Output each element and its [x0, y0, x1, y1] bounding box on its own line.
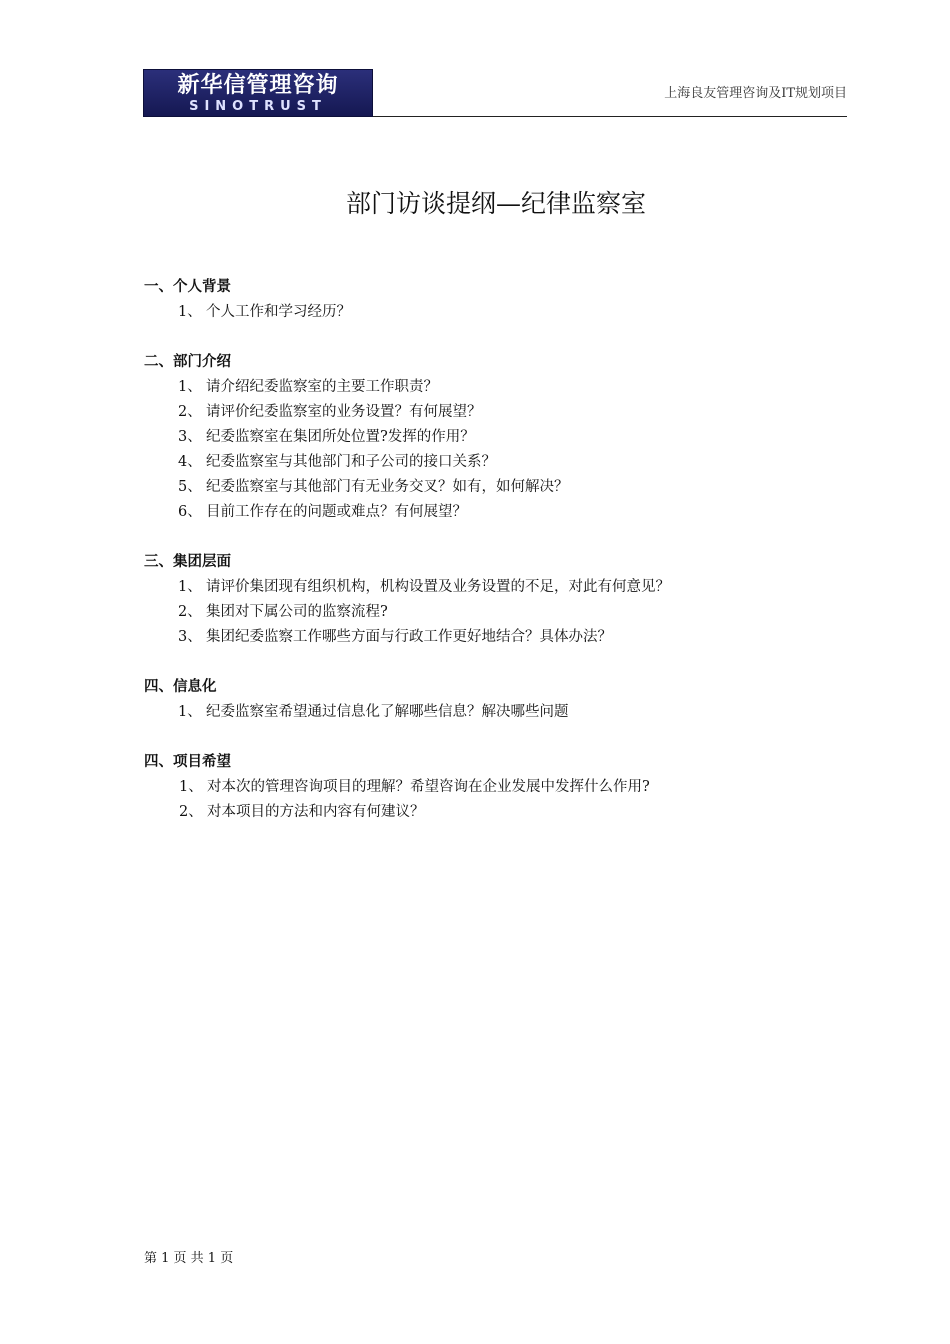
question-number: 2、: [178, 404, 202, 420]
section-heading: 二、部门介绍: [144, 354, 231, 370]
question-item: [144, 300, 844, 325]
question-item: [144, 425, 844, 450]
question-number: 1、: [178, 304, 202, 320]
question-number: 6、: [178, 504, 202, 520]
section-personal-background: [144, 275, 844, 325]
section-heading: 四、项目希望: [144, 754, 231, 770]
question-item: [144, 500, 844, 525]
question-text: 纪委监察室与其他部门和子公司的接口关系？: [206, 454, 496, 470]
question-text: 集团纪委监察工作哪些方面与行政工作更好地结合？具体办法？: [206, 629, 612, 645]
question-text: 请介绍纪委监察室的主要工作职责？: [206, 379, 438, 395]
question-number: 4、: [178, 454, 202, 470]
question-text: 纪委监察室与其他部门有无业务交叉？如有，如何解决？: [206, 479, 569, 495]
header-divider: [373, 116, 847, 117]
question-text: 对本次的管理咨询项目的理解？希望咨询在企业发展中发挥什么作用?: [207, 779, 650, 795]
section-heading: 一、个人背景: [144, 279, 231, 295]
header-project-name: 上海良友管理咨询及IT规划项目: [664, 86, 847, 101]
section-project-expectations: [144, 750, 844, 825]
question-number: 1、: [179, 779, 203, 795]
section-heading: 四、信息化: [144, 679, 217, 695]
question-number: 3、: [178, 429, 202, 445]
question-item: [144, 600, 844, 625]
question-number: 5、: [178, 479, 202, 495]
question-text: 请评价纪委监察室的业务设置？有何展望？: [206, 404, 482, 420]
question-text: 纪委监察室希望通过信息化了解哪些信息？解决哪些问题: [206, 704, 569, 720]
question-number: 1、: [178, 704, 202, 720]
logo-chinese-text: 新华信管理咨询: [177, 73, 339, 98]
question-item: [144, 400, 844, 425]
question-item: [144, 775, 844, 800]
question-number: 1、: [178, 379, 202, 395]
document-title: 部门访谈提纲—纪律监察室: [345, 189, 646, 218]
logo-english-text: SINOTRUST: [189, 99, 327, 114]
question-text: 对本项目的方法和内容有何建议？: [207, 804, 425, 820]
section-heading: 三、集团层面: [144, 554, 231, 570]
question-text: 集团对下属公司的监察流程?: [206, 604, 388, 620]
question-number: 3、: [178, 629, 202, 645]
question-item: [144, 575, 844, 600]
question-number: 1、: [178, 579, 202, 595]
page-number-footer: 第 1 页 共 1 页: [144, 1251, 234, 1266]
question-item: [144, 700, 844, 725]
section-department-intro: [144, 350, 844, 525]
question-item: [144, 625, 844, 650]
question-number: 2、: [178, 604, 202, 620]
question-number: 2、: [179, 804, 203, 820]
question-text: 个人工作和学习经历？: [206, 304, 351, 320]
document-body: [144, 275, 844, 850]
section-group-level: [144, 550, 844, 650]
question-text: 纪委监察室在集团所处位置?发挥的作用？: [206, 429, 475, 445]
company-logo: [143, 69, 373, 117]
question-item: [144, 450, 844, 475]
section-informatization: [144, 675, 844, 725]
question-text: 请评价集团现有组织机构，机构设置及业务设置的不足，对此有何意见？: [206, 579, 670, 595]
question-item: [144, 800, 844, 825]
question-item: [144, 475, 844, 500]
question-item: [144, 375, 844, 400]
question-text: 目前工作存在的问题或难点？有何展望？: [206, 504, 467, 520]
